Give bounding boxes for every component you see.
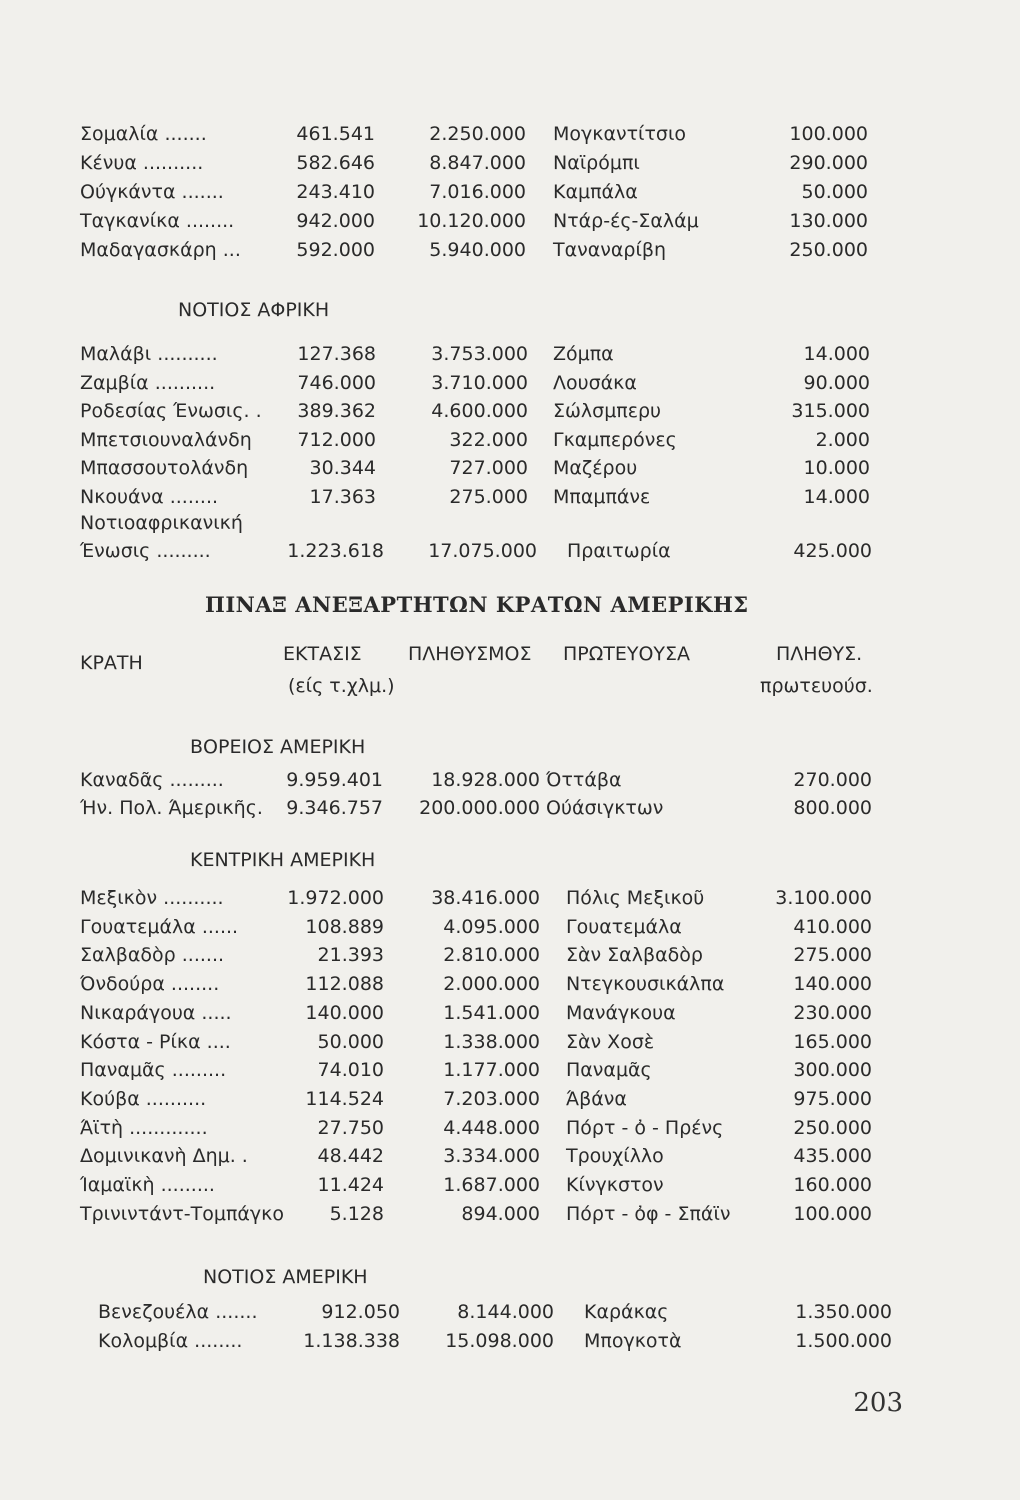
- capital-name: Πόρτ - ὀφ - Σπάϊν: [566, 1202, 731, 1225]
- capital-population: 230.000: [793, 1001, 872, 1024]
- capital-name: Άβάνα: [566, 1087, 627, 1110]
- country-population: 2.000.000: [443, 973, 540, 996]
- country-population: 2.810.000: [443, 944, 540, 967]
- capital-name: Ντάρ-ές-Σαλάμ: [553, 210, 699, 232]
- country-population: 4.600.000: [431, 400, 528, 422]
- table-row: [0, 120, 1020, 148]
- table-row: [0, 509, 1020, 537]
- country-area: 942.000: [296, 210, 375, 232]
- country-population: 4.448.000: [443, 1116, 540, 1139]
- table-row: [0, 369, 1020, 397]
- country-population: 10.120.000: [417, 210, 526, 232]
- header-states: ΚΡΑΤΗ: [80, 652, 143, 674]
- table-row: [0, 970, 1020, 998]
- country-area: 243.410: [296, 181, 375, 203]
- capital-population: 975.000: [793, 1087, 872, 1110]
- header-population: ΠΛΗΘΥΣΜΟΣ: [408, 643, 532, 665]
- central-america-heading: ΚΕΝΤΡΙΚΗ ΑΜΕΡΙΚΗ: [190, 849, 376, 871]
- country-area: 50.000: [317, 1030, 384, 1053]
- country-name: Ταγκανίκα ........: [80, 210, 235, 232]
- capital-name: Καράκας: [584, 1301, 669, 1323]
- country-area: 48.442: [317, 1145, 384, 1168]
- country-population: 38.416.000: [431, 887, 540, 909]
- table-row: [0, 794, 1020, 822]
- capital-name: Ντεγκουσικάλπα: [566, 973, 725, 996]
- country-area: 127.368: [297, 343, 376, 365]
- capital-name: Ναϊρόμπι: [553, 152, 640, 174]
- country-name: Νκουάνα ........: [80, 485, 219, 508]
- capital-population: 315.000: [791, 400, 870, 422]
- country-area: 9.959.401: [286, 769, 383, 791]
- capital-population: 435.000: [793, 1145, 872, 1168]
- country-name: Άϊτὴ .............: [80, 1116, 208, 1139]
- country-area: 21.393: [317, 944, 384, 967]
- country-population: 894.000: [461, 1202, 540, 1225]
- capital-population: 300.000: [793, 1059, 872, 1082]
- table-row: [0, 178, 1020, 206]
- country-population: 7.016.000: [429, 181, 526, 203]
- capital-name: Σώλσμπερυ: [553, 400, 662, 422]
- capital-population: 50.000: [801, 181, 868, 203]
- country-population: 18.928.000: [431, 769, 540, 791]
- country-area: 74.010: [317, 1059, 384, 1082]
- capital-name: Ούάσιγκτων: [546, 797, 664, 819]
- table-row: [0, 454, 1020, 482]
- table-row: [0, 426, 1020, 454]
- country-area: 112.088: [305, 973, 384, 996]
- header-area: ΕΚΤΑΣΙΣ: [283, 643, 362, 665]
- country-area: 461.541: [296, 123, 375, 145]
- table-row: [0, 1085, 1020, 1113]
- country-name: Ήν. Πολ. Άμερικῆς.: [80, 797, 263, 819]
- country-area: 30.344: [309, 457, 376, 479]
- country-population: 3.710.000: [431, 371, 528, 394]
- country-population: 1.541.000: [443, 1001, 540, 1024]
- table-row: [0, 149, 1020, 177]
- country-population: 7.203.000: [443, 1087, 540, 1110]
- capital-name: Κίνγκστον: [566, 1174, 664, 1196]
- capital-population: 1.350.000: [795, 1301, 892, 1323]
- country-name: Ούγκάντα .......: [80, 181, 224, 203]
- table-row: [0, 766, 1020, 794]
- capital-name: Ζόμπα: [553, 343, 614, 365]
- country-area: 746.000: [297, 371, 376, 394]
- capital-population: 10.000: [803, 457, 870, 479]
- country-name: Ένωσις .........: [80, 540, 211, 562]
- country-population: 1.687.000: [443, 1174, 540, 1196]
- capital-name: Σὰν Χοσὲ: [566, 1030, 655, 1053]
- country-area: 582.646: [296, 152, 375, 174]
- capital-name: Μπογκοτὰ: [584, 1330, 682, 1352]
- country-name: Μαλάβι ..........: [80, 343, 218, 365]
- capital-name: Γκαμπερόνες: [553, 428, 677, 451]
- capital-name: Παναμᾶς: [566, 1059, 652, 1082]
- capital-population: 90.000: [803, 371, 870, 394]
- capital-name: Λουσάκα: [553, 371, 637, 394]
- country-population: 727.000: [449, 457, 528, 479]
- table-row: [0, 884, 1020, 912]
- capital-population: 1.500.000: [795, 1330, 892, 1352]
- header-capital: ΠΡΩΤΕΥΟΥΣΑ: [563, 643, 691, 665]
- country-name: Γουατεμάλα ......: [80, 915, 239, 938]
- south-africa-heading: ΝΟΤΙΟΣ ΑΦΡΙΚΗ: [178, 299, 330, 321]
- capital-name: Ταναναρίβη: [553, 239, 667, 261]
- country-name: Βενεζουέλα .......: [98, 1301, 258, 1323]
- capital-population: 100.000: [789, 123, 868, 145]
- south-america-heading: ΝΟΤΙΟΣ ΑΜΕΡΙΚΗ: [203, 1266, 368, 1288]
- capital-name: Πόλις Μεξικοῦ: [566, 887, 705, 909]
- country-population: 8.847.000: [429, 152, 526, 174]
- capital-population: 14.000: [803, 485, 870, 508]
- capital-name: Τρουχίλλο: [566, 1145, 664, 1168]
- country-name: Ζαμβία ..........: [80, 371, 216, 394]
- country-name: Κένυα ..........: [80, 152, 204, 174]
- country-population: 1.338.000: [443, 1030, 540, 1053]
- country-name: Δομινικανὴ Δημ. .: [80, 1145, 248, 1168]
- country-population: 15.098.000: [445, 1330, 554, 1352]
- country-name: Νοτιοαφρικανική: [80, 512, 243, 534]
- country-population: 200.000.000: [419, 797, 540, 819]
- table-row: [0, 340, 1020, 368]
- capital-population: 250.000: [793, 1116, 872, 1139]
- country-area: 140.000: [305, 1001, 384, 1024]
- capital-population: 165.000: [793, 1030, 872, 1053]
- country-area: 1.223.618: [287, 540, 384, 562]
- country-area: 11.424: [317, 1174, 384, 1196]
- table-row: [0, 1298, 1020, 1326]
- country-name: Μεξικὸν ..........: [80, 887, 224, 909]
- capital-population: 270.000: [793, 769, 872, 791]
- country-area: 912.050: [321, 1301, 400, 1323]
- table-row: [0, 941, 1020, 969]
- country-population: 275.000: [449, 485, 528, 508]
- capital-population: 3.100.000: [775, 887, 872, 909]
- country-name: Ίαμαϊκὴ .........: [80, 1174, 215, 1196]
- country-population: 3.753.000: [431, 343, 528, 365]
- table-row: [0, 913, 1020, 941]
- country-area: 17.363: [309, 485, 376, 508]
- table-row: [0, 207, 1020, 235]
- capital-name: Μογκαντίτσιο: [553, 123, 686, 145]
- country-name: Μπασσουτολάνδη: [80, 457, 249, 479]
- capital-population: 275.000: [793, 944, 872, 967]
- capital-population: 250.000: [789, 239, 868, 261]
- capital-name: Σὰν Σαλβαδὸρ: [566, 944, 703, 967]
- capital-population: 100.000: [793, 1202, 872, 1225]
- country-name: Μπετσιουναλάνδη: [80, 428, 252, 451]
- table-row: [0, 999, 1020, 1027]
- country-population: 4.095.000: [443, 915, 540, 938]
- table-row: [0, 1114, 1020, 1142]
- capital-population: 2.000: [815, 428, 870, 451]
- country-name: Νικαράγουα .....: [80, 1001, 232, 1024]
- country-name: Παναμᾶς .........: [80, 1059, 227, 1082]
- country-population: 17.075.000: [428, 540, 537, 562]
- header-capital-population-sub: πρωτευούσ.: [760, 675, 873, 697]
- country-name: Καναδᾶς .........: [80, 769, 224, 791]
- country-population: 3.334.000: [443, 1145, 540, 1168]
- america-table-title: ΠΙΝΑΞ ΑΝΕΞΑΡΤΗΤΩΝ ΚΡΑΤΩΝ ΑΜΕΡΙΚΗΣ: [205, 592, 749, 617]
- capital-population: 14.000: [803, 343, 870, 365]
- capital-name: Μανάγκουα: [566, 1001, 676, 1024]
- capital-population: 160.000: [793, 1174, 872, 1196]
- country-name: Όνδούρα ........: [80, 973, 220, 996]
- capital-name: Πραιτωρία: [567, 540, 671, 562]
- country-area: 108.889: [305, 915, 384, 938]
- north-america-heading: ΒΟΡΕΙΟΣ ΑΜΕΡΙΚΗ: [190, 736, 366, 758]
- page-number: 203: [853, 1388, 903, 1418]
- country-name: Κολομβία ........: [98, 1330, 243, 1352]
- country-name: Ροδεσίας Ένωσις. .: [80, 400, 262, 422]
- country-name: Κόστα - Ρίκα ....: [80, 1030, 231, 1053]
- country-name: Σαλβαδὸρ .......: [80, 944, 225, 967]
- country-population: 2.250.000: [429, 123, 526, 145]
- capital-population: 290.000: [789, 152, 868, 174]
- country-area: 389.362: [297, 400, 376, 422]
- capital-name: Όττάβα: [546, 769, 622, 791]
- capital-name: Πόρτ - ὀ - Πρένς: [566, 1116, 724, 1139]
- country-name: Κούβα ..........: [80, 1087, 207, 1110]
- country-population: 322.000: [449, 428, 528, 451]
- table-row: [0, 236, 1020, 264]
- table-row: [0, 1056, 1020, 1084]
- table-row: [0, 1327, 1020, 1355]
- country-area: 1.138.338: [303, 1330, 400, 1352]
- capital-population: 140.000: [793, 973, 872, 996]
- country-area: 5.128: [329, 1202, 384, 1225]
- capital-name: Γουατεμάλα: [566, 915, 682, 938]
- capital-population: 425.000: [793, 540, 872, 562]
- capital-population: 130.000: [789, 210, 868, 232]
- country-population: 8.144.000: [457, 1301, 554, 1323]
- capital-population: 800.000: [793, 797, 872, 819]
- capital-name: Καμπάλα: [553, 181, 638, 203]
- capital-name: Μαζέρου: [553, 457, 638, 479]
- header-area-unit: (είς τ.χλμ.): [288, 675, 395, 697]
- table-row: [0, 537, 1020, 565]
- capital-population: 410.000: [793, 915, 872, 938]
- capital-name: Μπαμπάνε: [553, 485, 651, 508]
- table-row: [0, 1171, 1020, 1199]
- country-population: 1.177.000: [443, 1059, 540, 1082]
- country-population: 5.940.000: [429, 239, 526, 261]
- country-name: Τρινιντάντ-Τομπάγκο: [80, 1202, 284, 1225]
- country-area: 712.000: [297, 428, 376, 451]
- country-name: Μαδαγασκάρη ...: [80, 239, 241, 261]
- country-area: 9.346.757: [286, 797, 383, 819]
- country-area: 592.000: [296, 239, 375, 261]
- country-area: 114.524: [305, 1087, 384, 1110]
- table-row: [0, 1142, 1020, 1170]
- country-area: 27.750: [317, 1116, 384, 1139]
- table-row: [0, 1200, 1020, 1228]
- country-name: Σομαλία .......: [80, 123, 207, 145]
- table-row: [0, 483, 1020, 511]
- table-row: [0, 1028, 1020, 1056]
- header-capital-population: ΠΛΗΘΥΣ.: [776, 643, 863, 665]
- country-area: 1.972.000: [287, 887, 384, 909]
- table-row: [0, 397, 1020, 425]
